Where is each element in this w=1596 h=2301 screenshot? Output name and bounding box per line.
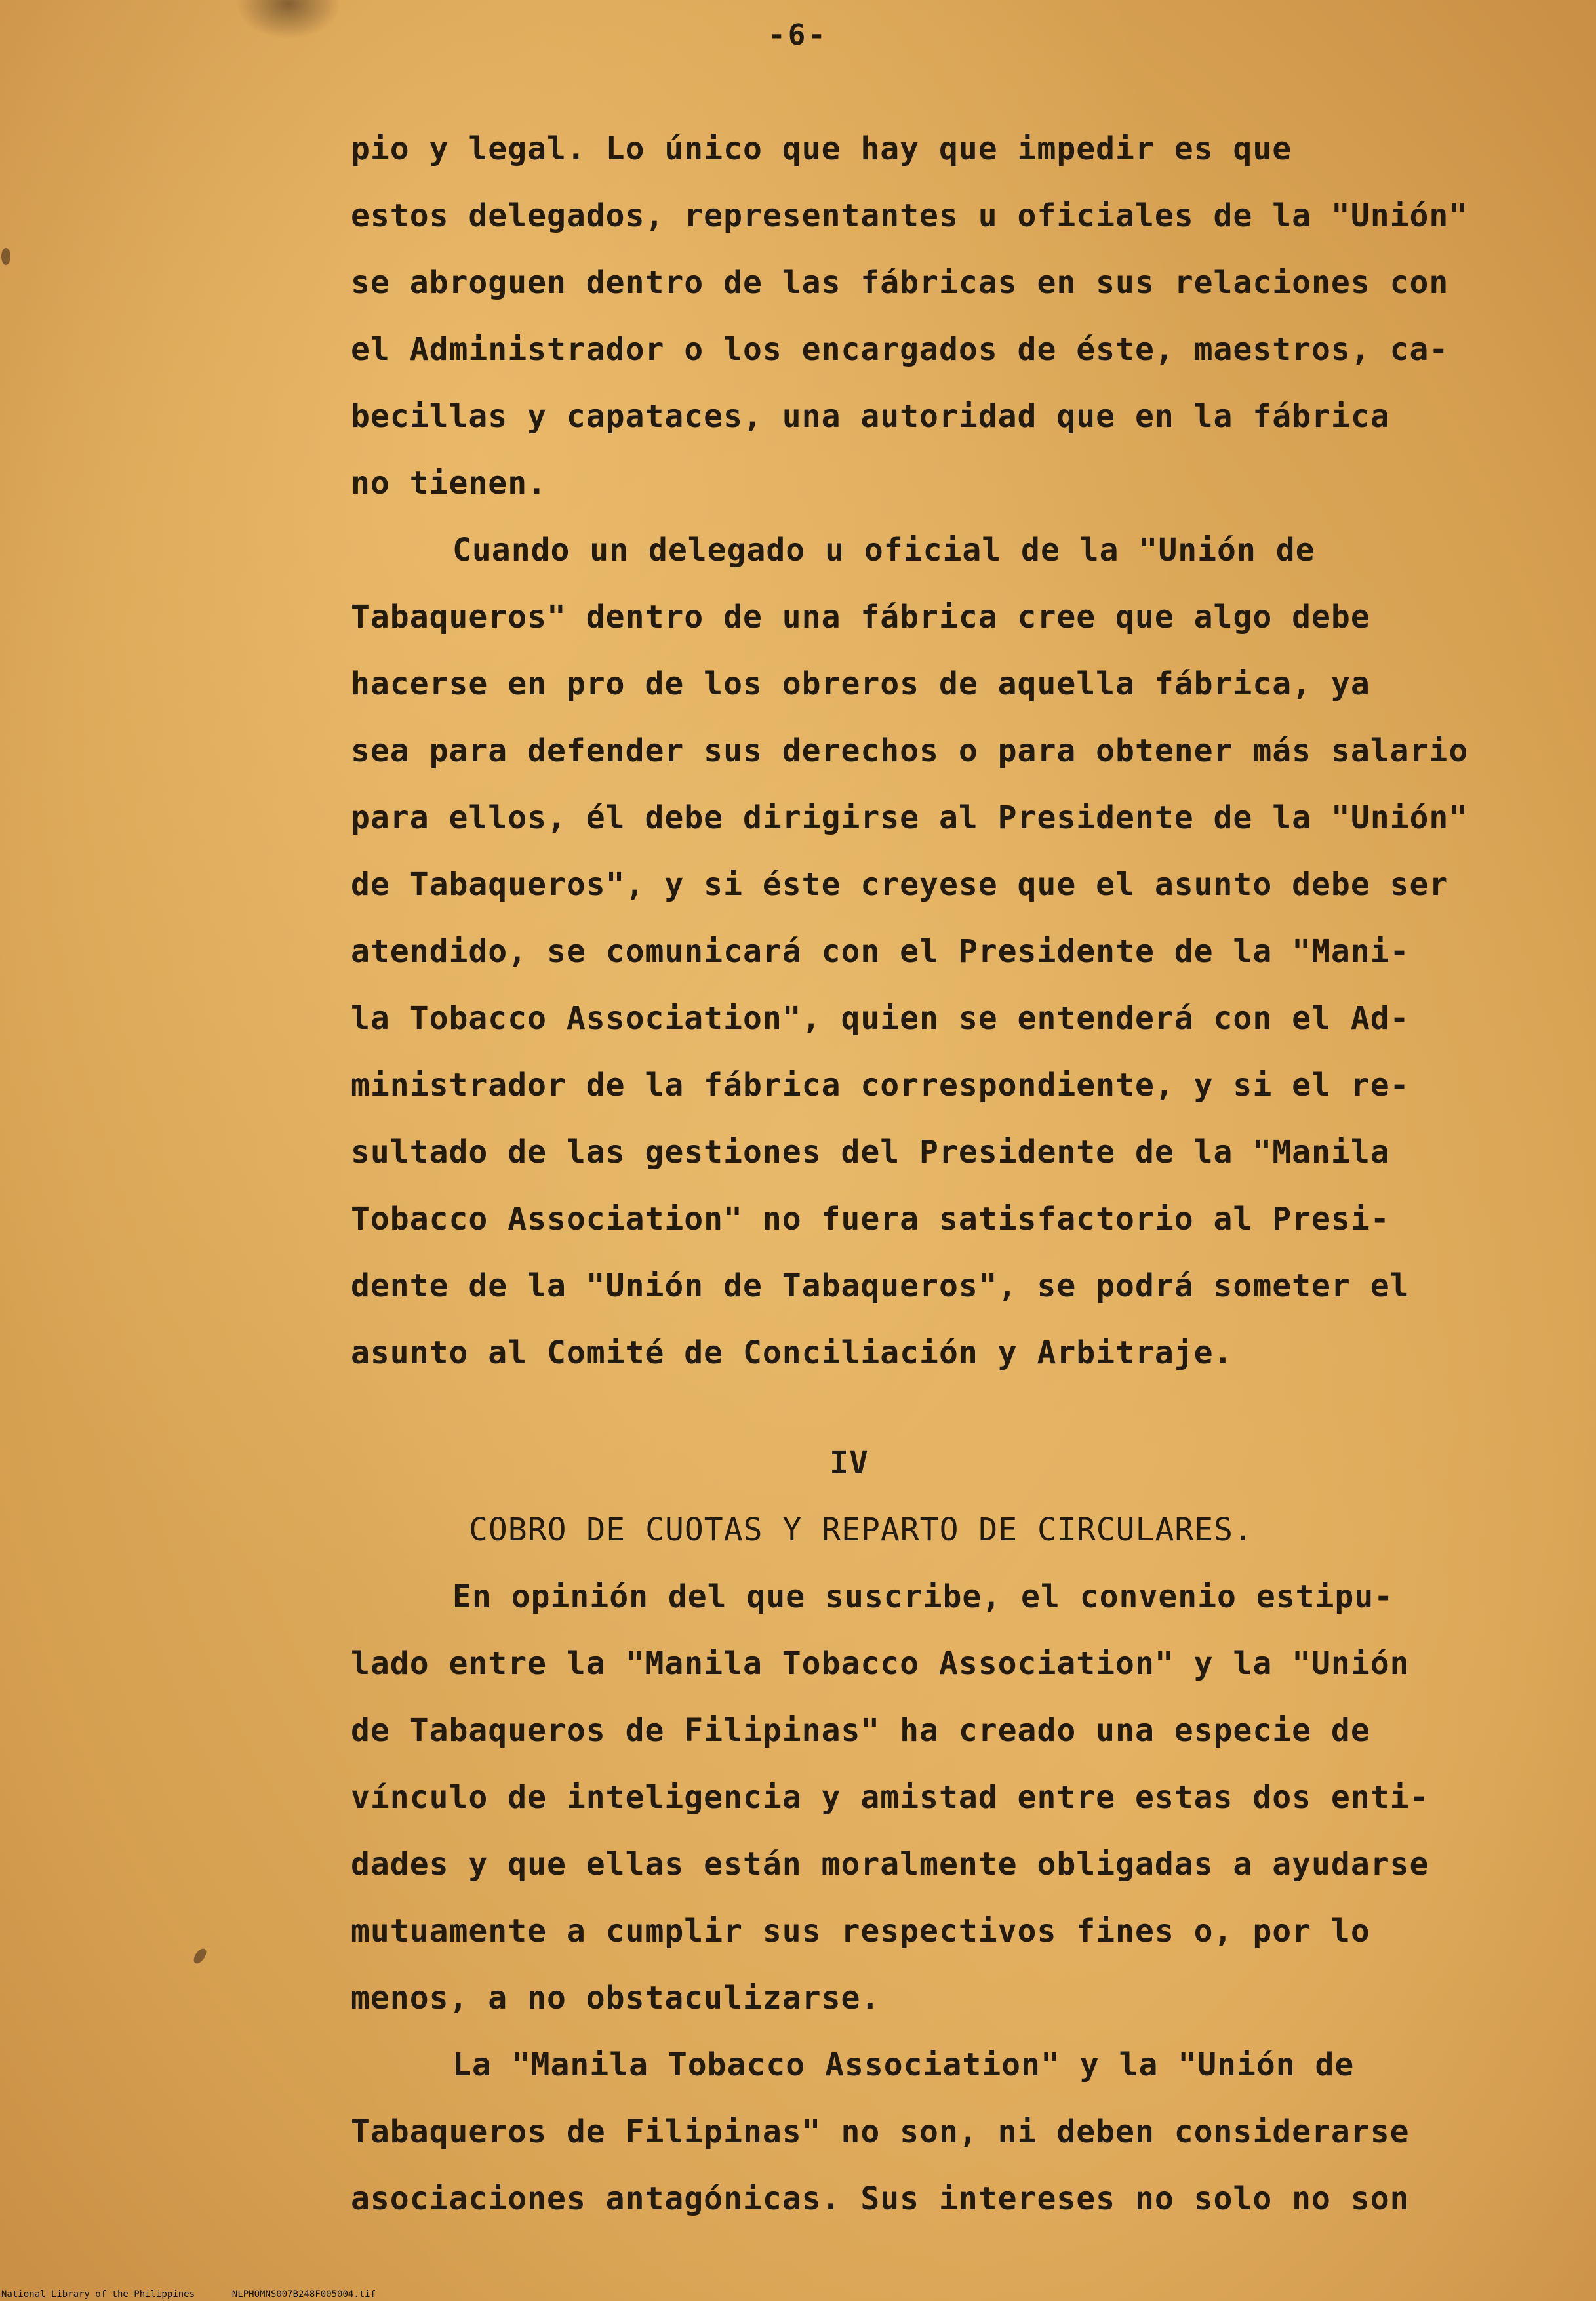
page-number: -6- xyxy=(768,18,828,52)
spacer xyxy=(351,1386,1505,1430)
text-line: de Tabaqueros", y si éste creyese que el asunto debe ser xyxy=(351,866,1449,903)
text-line: vínculo de inteligencia y amistad entre estas dos enti- xyxy=(351,1779,1429,1816)
text-line: Tabaqueros de Filipinas" no son, ni deben considerarse xyxy=(351,2113,1410,2150)
edge-mark xyxy=(191,1946,209,1965)
text-line: dades y que ellas están moralmente obligadas a ayudarse xyxy=(351,1846,1429,1883)
text-line: no tienen. xyxy=(351,465,547,502)
text-line: lado entre la "Manila Tobacco Association" y la "Unión xyxy=(351,1645,1410,1682)
text-line: ministrador de la fábrica correspondiente, y si el re- xyxy=(351,1067,1410,1104)
text-line: sea para defender sus derechos o para obtener más salario xyxy=(351,732,1469,769)
text-line: de Tabaqueros de Filipinas" ha creado una especie de xyxy=(351,1712,1370,1749)
text-line: mutuamente a cumplir sus respectivos fines o, por lo xyxy=(351,1913,1370,1950)
text-line: menos, a no obstaculizarse. xyxy=(351,1980,881,2016)
text-line: hacerse en pro de los obreros de aquella fábrica, ya xyxy=(351,666,1370,702)
text-line: para ellos, él debe dirigirse al Presidente de la "Unión" xyxy=(351,799,1469,836)
text-line: becillas y capataces, una autoridad que en la fábrica xyxy=(351,398,1390,435)
text-line: En opinión del que suscribe, el convenio estipu- xyxy=(452,1578,1394,1615)
edge-mark xyxy=(1,248,10,265)
scan-footer xyxy=(1,2289,376,2300)
section-title: COBRO DE CUOTAS Y REPARTO DE CIRCULARES. xyxy=(469,1511,1253,1548)
file-name: NLPHOMNS007B248F005004.tif xyxy=(231,2289,376,2300)
text-line: la Tobacco Association", quien se entenderá con el Ad- xyxy=(351,1000,1410,1037)
text-line: asociaciones antagónicas. Sus intereses no solo no son xyxy=(351,2180,1410,2217)
body-text xyxy=(351,115,1505,2232)
text-line: estos delegados, representantes u oficiales de la "Unión" xyxy=(351,197,1469,234)
paragraph xyxy=(351,1563,1505,2031)
text-line: atendido, se comunicará con el Presidente de la "Mani- xyxy=(351,933,1410,970)
section-number: IV xyxy=(829,1445,869,1481)
text-line: el Administrador o los encargados de éste, maestros, ca- xyxy=(351,331,1449,368)
paragraph xyxy=(351,517,1505,1386)
text-line: La "Manila Tobacco Association" y la "Unión de xyxy=(452,2047,1355,2083)
text-line: pio y legal. Lo único que hay que impedir es que xyxy=(351,130,1292,167)
text-line: dente de la "Unión de Tabaqueros", se podrá someter el xyxy=(351,1268,1410,1304)
paragraph xyxy=(351,115,1505,517)
text-line: Cuando un delegado u oficial de la "Unión de xyxy=(452,532,1315,569)
text-line: sultado de las gestiones del Presidente de la "Manila xyxy=(351,1134,1390,1171)
text-line: Tabaqueros" dentro de una fábrica cree que algo debe xyxy=(351,599,1370,635)
text-line: se abroguen dentro de las fábricas en sus relaciones con xyxy=(351,264,1449,301)
text-line: asunto al Comité de Conciliación y Arbitraje. xyxy=(351,1334,1233,1371)
text-line: Tobacco Association" no fuera satisfactorio al Presi- xyxy=(351,1201,1390,1237)
library-name: National Library of the Philippines xyxy=(1,2289,195,2300)
paragraph xyxy=(351,2031,1505,2232)
